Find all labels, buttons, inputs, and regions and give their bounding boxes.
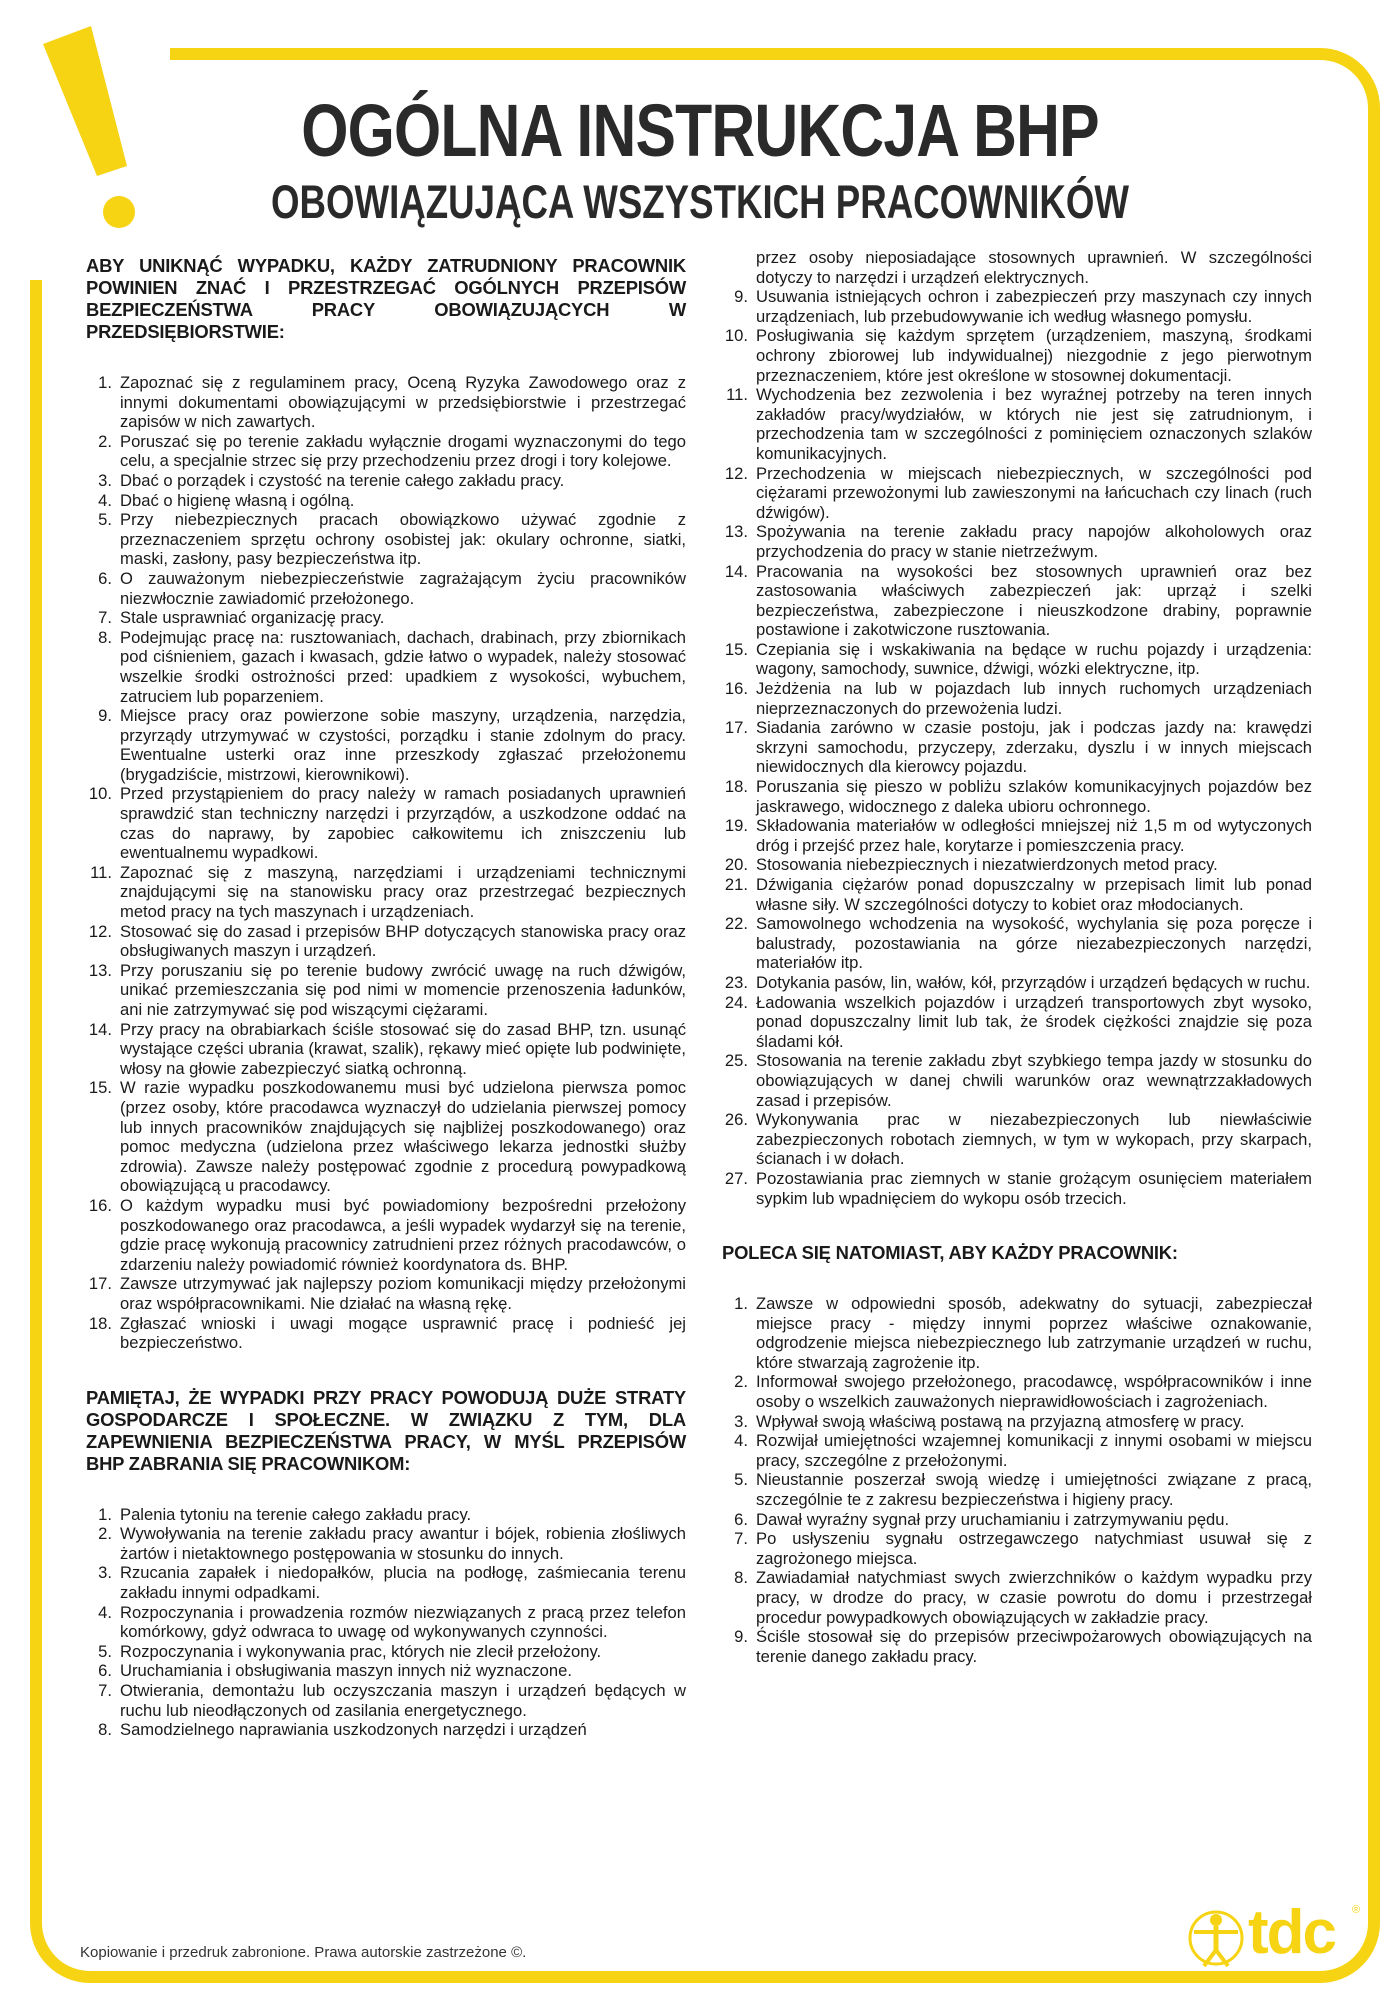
list-item <box>722 993 1312 1052</box>
item-text: Przy pracy na obrabiarkach ściśle stosować się do zasad BHP, tzn. usunąć wystające części ubrania (krawat, szalik), rękawy mieć opięte lub podwinięte, włosy na głowie zabezpieczyć siatką ochronną. <box>120 1019 686 1078</box>
item-text: Zawiadamiał natychmiast swych zwierzchników o każdym wypadku przy pracy, w drodze do pracy, w czasie powrotu do domu i przestrzegał procedur powypadkowych obowiązujących w zakładzie pracy. <box>756 1568 1312 1627</box>
item-text: Jeżdżenia na lub w pojazdach lub innych ruchomych urządzeniach nieprzeznaczonych do przewożenia ludzi. <box>756 679 1312 718</box>
list-item <box>722 1510 1312 1530</box>
item-number: 10. <box>724 326 748 346</box>
item-number: 1. <box>98 1504 112 1524</box>
item-number: 10. <box>88 784 112 804</box>
list-item <box>86 1563 686 1602</box>
list-item <box>86 1642 686 1662</box>
list-item <box>86 1524 686 1563</box>
item-number: 15. <box>724 639 748 659</box>
item-number: 18. <box>88 1313 112 1333</box>
item-number: 2. <box>98 1524 112 1544</box>
list-item <box>722 385 1312 463</box>
item-text: W razie wypadku poszkodowanemu musi być udzielona pierwsza pomoc (przez osoby, które pracodawca wyznaczył do udzielania pierwszej pomocy lub innych pracowników znajdujących się najbliżej poszkodowanego) oraz pomoc medyczna (udzielona przez właściwego lekarza jednostki służby zdrowia). Zawsze należy postępować zgodnie z procedurą powypadkową obowiązującą u pracodawcy. <box>120 1078 686 1196</box>
item-text: Zgłaszać wnioski i uwagi mogące usprawnić pracę i podnieść jej bezpieczeństwo. <box>120 1313 686 1353</box>
item-number: 3. <box>734 1411 748 1431</box>
item-number: 7. <box>98 1681 112 1701</box>
item-text: Usuwania istniejących ochron i zabezpieczeń przy maszynach czy innych urządzeniach, lub przebudowywanie ich według własnego pomysłu. <box>756 287 1312 326</box>
item-text: Podejmując pracę na: rusztowaniach, dachach, drabinach, przy zbiornikach pod ciśnieniem, gazach i kwasach, gdzie łatwo o wypadek, należy stosować wszelkie środki ostrożności przed: upadkiem z wysokości, wybuchem, zatruciem lub poparzeniem. <box>120 627 686 706</box>
item-text: Spożywania na terenie zakładu pracy napojów alkoholowych oraz przychodzenia do pracy w stanie nietrzeźwym. <box>756 522 1312 561</box>
item-text: Rzucania zapałek i niedopałków, plucia na podłogę, zaśmiecania terenu zakładu innymi odpadkami. <box>120 1563 686 1603</box>
item-number: 15. <box>88 1078 112 1098</box>
item-number: 22. <box>724 914 748 934</box>
item-text: Poruszania się pieszo w pobliżu szlaków komunikacyjnych pojazdów bez jaskrawego, widocznego z daleka ubioru ochronnego. <box>756 777 1312 816</box>
list-item <box>722 1568 1312 1627</box>
list-item <box>86 608 686 628</box>
list-item <box>722 1169 1312 1208</box>
list-item <box>722 973 1312 993</box>
item-text: Dbać o porządek i czystość na terenie całego zakładu pracy. <box>120 470 565 490</box>
item-number: 6. <box>98 1661 112 1681</box>
list-item <box>86 471 686 491</box>
list-item <box>86 863 686 922</box>
item-text: Nieustannie poszerzał swoją wiedzę i umiejętności związane z pracą, szczególnie te z zakresu bezpieczeństwa i higieny pracy. <box>756 1470 1312 1510</box>
item-number: 25. <box>724 1051 748 1071</box>
list-item <box>722 718 1312 777</box>
item-number: 26. <box>724 1110 748 1130</box>
item-number: 4. <box>98 1602 112 1622</box>
item-text: Czepiania się i wskakiwania na będące w ruchu pojazdy i urządzenia: wagony, samochody, suwnice, dźwigi, wózki elektryczne, itp. <box>756 639 1312 679</box>
item-text: Samodzielnego naprawiania uszkodzonych narzędzi i urządzeń <box>120 1720 587 1740</box>
list-item <box>86 432 686 471</box>
list-item <box>86 373 686 432</box>
item-number: 12. <box>724 463 748 483</box>
list-item <box>722 855 1312 875</box>
item-text: Dźwigania ciężarów ponad dopuszczalny w przepisach limit lub ponad własne siły. W szczególności dotyczy to kobiet oraz młodocianych. <box>756 875 1312 914</box>
item-text: Rozpoczynania i prowadzenia rozmów niezwiązanych z pracą przez telefon komórkowy, gdyż odwraca to uwagę od wykonywanych czynności. <box>120 1602 686 1642</box>
item-text: Dbać o higienę własną i ogólną. <box>120 490 355 510</box>
item-text: Rozwijał umiejętności wzajemnej komunikacji z innymi osobami w miejscu pracy, szczególne z przełożonymi. <box>756 1431 1312 1470</box>
item-text: Wpływał swoją właściwą postawą na przyjazną atmosferę w pracy. <box>756 1411 1245 1431</box>
list-item <box>722 562 1312 640</box>
item-number: 5. <box>734 1470 748 1490</box>
item-number: 9. <box>734 1627 748 1647</box>
item-number: 2. <box>734 1372 748 1392</box>
list-item <box>722 1294 1312 1372</box>
copyright-note: Kopiowanie i przedruk zabronione. Prawa autorskie zastrzeżone ©. <box>80 1944 527 1961</box>
item-number: 1. <box>98 373 112 392</box>
list-item <box>722 1470 1312 1509</box>
item-number: 1. <box>734 1294 748 1314</box>
list-item <box>722 1529 1312 1568</box>
list-item <box>86 1314 686 1353</box>
section3-list <box>722 1294 1312 1666</box>
list-item <box>86 491 686 511</box>
section2-continuation: przez osoby nieposiadające stosownych uprawnień. W szczególności dotyczy to narzędzi i urządzeń elektrycznych. <box>756 248 1312 287</box>
item-number: 16. <box>724 679 748 699</box>
item-number: 3. <box>98 470 112 490</box>
item-text: Posługiwania się każdym sprzętem (urządzeniem, maszyną, środkami ochrony zbiorowej lub indywidualnej) niezgodnie z jego pierwotnym przeznaczeniem, które jest określone w stosownej dokumentacji. <box>756 326 1312 385</box>
item-text: Zawsze utrzymywać jak najlepszy poziom komunikacji między przełożonymi oraz współpracownikami. Nie działać na własną rękę. <box>120 1274 686 1313</box>
item-text: Dawał wyraźny sygnał przy uruchamianiu i zatrzymywaniu pędu. <box>756 1509 1230 1529</box>
item-text: Stosować się do zasad i przepisów BHP dotyczących stanowiska pracy oraz obsługiwanych maszyn i urządzeń. <box>120 921 686 961</box>
item-text: Zapoznać się z maszyną, narzędziami i urządzeniami technicznymi znajdującymi się na stanowisku pracy oraz przestrzegać bezpiecznych metod pracy na tych maszynach i urządzeniach. <box>120 862 686 922</box>
section2-heading: PAMIĘTAJ, ŻE WYPADKI PRZY PRACY POWODUJĄ DUŻE STRATY GOSPODARCZE I SPOŁECZNE. W ZWIĄZKU Z TYM, DLA ZAPEWNIENIA BEZPIECZEŃSTWA PRACY, W MYŚL PRZEPISÓW BHP ZABRANIA SIĘ PRACOWNIKOM: <box>86 1386 686 1474</box>
item-number: 2. <box>98 431 112 451</box>
item-number: 11. <box>726 385 748 405</box>
item-text: Pracowania na wysokości bez stosownych uprawnień oraz bez zastosowania właściwych zabezpieczeń jak: uprząż i szelki bezpieczeństwa, zabezpieczone i nieuszkodzone drabiny, poprawnie postawione i zakotwiczone rusztowania. <box>756 561 1312 640</box>
list-item <box>86 706 686 784</box>
page-title: OGÓLNA INSTRUKCJA BHP <box>301 89 1099 172</box>
section2-list-continued <box>722 287 1312 1208</box>
list-item <box>86 1720 686 1740</box>
list-item <box>722 1110 1312 1169</box>
item-text: Siadania zarówno w czasie postoju, jak i podczas jazdy na: krawędzi skrzyni samochodu, przyczepy, zderzaku, dyszlu i w innych miejscach niewidocznych dla kierowcy pojazdu. <box>756 718 1312 777</box>
item-text: Poruszać się po terenie zakładu wyłącznie drogami wyznaczonymi do tego celu, a specjalnie strzec się przy przechodzeniu przez drogi i tory kolejowe. <box>120 431 686 471</box>
section1-list <box>86 373 686 1353</box>
item-number: 5. <box>98 510 112 530</box>
item-text: Uruchamiania i obsługiwania maszyn innych niż wyznaczone. <box>120 1661 572 1681</box>
item-text: Wywoływania na terenie zakładu pracy awantur i bójek, robienia złośliwych żartów i nietaktownego postępowania w stosunku do innych. <box>120 1524 686 1563</box>
list-item <box>722 1372 1312 1411</box>
brand-logo-text: tdc <box>1248 1898 1335 1967</box>
list-item <box>722 464 1312 523</box>
item-number: 3. <box>98 1563 112 1583</box>
item-number: 17. <box>88 1274 112 1294</box>
item-text: Przed przystąpieniem do pracy należy w ramach posiadanych uprawnień sprawdzić stan techniczny narzędzi i przyrządów, a uszkodzone oddać na czas do naprawy, by zapobiec całkowitemu ich zniszczeniu lub ewentualnemu wypadkowi. <box>120 784 686 863</box>
item-number: 8. <box>734 1568 748 1588</box>
list-item <box>722 1051 1312 1110</box>
item-text: Przy niebezpiecznych pracach obowiązkowo używać zgodnie z przeznaczeniem sprzętu ochrony osobistej jak: okulary ochronne, siatki, maski, zasłony, pasy bezpieczeństwa itp. <box>120 510 686 569</box>
item-number: 16. <box>88 1195 112 1215</box>
page-subtitle: OBOWIĄZUJĄCA WSZYSTKICH PRACOWNIKÓW <box>270 175 1130 228</box>
item-number: 24. <box>724 992 748 1012</box>
section3-heading: POLECA SIĘ NATOMIAST, ABY KAŻDY PRACOWNIK: <box>722 1242 1178 1264</box>
exclamation-mark-icon <box>35 26 135 236</box>
list-item <box>722 777 1312 816</box>
left-column <box>86 255 686 1740</box>
list-item <box>86 628 686 706</box>
list-item <box>86 1681 686 1720</box>
list-item <box>86 1196 686 1274</box>
registered-mark: ® <box>1352 1904 1361 1916</box>
item-text: Otwierania, demontażu lub oczyszczania maszyn i urządzeń będących w ruchu lub nieodłączonych od zasilania energetycznego. <box>120 1681 686 1720</box>
list-item <box>722 875 1312 914</box>
item-text: Pozostawiania prac ziemnych w stanie grożącym osunięciem materiałem sypkim lub wpadnięciem do wykopu osób trzecich. <box>756 1168 1312 1208</box>
item-number: 8. <box>98 627 112 647</box>
list-item <box>86 1661 686 1681</box>
section1-heading: ABY UNIKNĄĆ WYPADKU, KAŻDY ZATRUDNIONY PRACOWNIK POWINIEN ZNAĆ I PRZESTRZEGAĆ OGÓLNYCH PRZEPISÓW BEZPIECZEŃSTWA PRACY OBOWIĄZUJĄCYCH W PRZEDSIĘBIORSTWIE: <box>86 255 686 342</box>
list-item <box>722 816 1312 855</box>
list-item <box>86 784 686 862</box>
item-number: 27. <box>724 1168 748 1188</box>
item-text: Stosowania na terenie zakładu zbyt szybkiego tempa jazdy w stosunku do obowiązujących w danej chwili warunków oraz wewnątrzzakładowych zasad i przepisów. <box>756 1051 1312 1110</box>
item-text: Zapoznać się z regulaminem pracy, Oceną Ryzyka Zawodowego oraz z innymi dokumentami obowiązującymi w przedsiębiorstwie i przestrzegać zapisów w nich zawartych. <box>120 373 686 432</box>
list-item <box>86 961 686 1020</box>
item-text: Stale usprawniać organizację pracy. <box>120 608 385 628</box>
item-number: 7. <box>98 608 112 628</box>
item-text: Przechodzenia w miejscach niebezpiecznych, w szczególności pod ciężarami przewożonymi lub zawieszonymi na łańcuchach czy linach (ruch dźwigów). <box>756 463 1312 522</box>
item-text: O zauważonym niebezpieczeństwie zagrażającym życiu pracowników niezwłocznie zawiadomić przełożonego. <box>120 568 686 608</box>
list-item <box>722 640 1312 679</box>
list-item <box>722 1412 1312 1432</box>
item-number: 6. <box>734 1509 748 1529</box>
item-number: 14. <box>724 561 748 581</box>
list-item <box>722 522 1312 561</box>
item-text: Ściśle stosował się do przepisów przeciwpożarowych obowiązujących na terenie danego zakładu pracy. <box>756 1627 1312 1666</box>
item-number: 4. <box>98 490 112 510</box>
list-item <box>722 326 1312 385</box>
item-text: Dotykania pasów, lin, wałów, kół, przyrządów i urządzeń będących w ruchu. <box>756 972 1311 992</box>
item-text: Po usłyszeniu sygnału ostrzegawczego natychmiast usuwał się z zagrożonego miejsca. <box>756 1529 1312 1568</box>
list-item <box>722 1431 1312 1470</box>
item-number: 12. <box>88 921 112 941</box>
list-item <box>86 1020 686 1079</box>
item-text: Stosowania niebezpiecznych i niezatwierdzonych metod pracy. <box>756 855 1218 875</box>
item-number: 8. <box>98 1720 112 1740</box>
list-item <box>722 914 1312 973</box>
item-number: 13. <box>724 522 748 542</box>
item-number: 4. <box>734 1431 748 1451</box>
list-item <box>86 569 686 608</box>
item-number: 13. <box>88 960 112 980</box>
item-number: 17. <box>724 718 748 738</box>
list-item <box>86 1274 686 1313</box>
list-item <box>86 510 686 569</box>
list-item <box>86 1505 686 1525</box>
item-number: 11. <box>90 862 112 882</box>
item-text: O każdym wypadku musi być powiadomiony bezpośredni przełożony poszkodowanego oraz pracodawca, a jeśli wypadek wydarzył się na terenie, gdzie pracę wykonują pracownicy zatrudnieni przez różnych pracodawców, o zdarzeniu należy powiadomić również koordynatora ds. BHP. <box>120 1195 686 1274</box>
item-number: 23. <box>724 972 748 992</box>
item-number: 5. <box>98 1641 112 1661</box>
item-text: Informował swojego przełożonego, pracodawcę, współpracowników i inne osoby o wszelkich zauważonych nieprawidłowościach i zagrożeniach. <box>756 1372 1312 1412</box>
item-text: Palenia tytoniu na terenie całego zakładu pracy. <box>120 1504 472 1524</box>
item-text: Zawsze w odpowiedni sposób, adekwatny do sytuacji, zabezpieczał miejsce pracy - między innymi poprzez właściwe oznakowanie, odgrodzenie miejsca niebezpiecznego lub zatrzymanie urządzeń w ruchu, które stwarzają zagrożenie itp. <box>756 1294 1312 1372</box>
item-number: 19. <box>724 816 748 836</box>
item-text: Wykonywania prac w niezabezpieczonych lub niewłaściwie zabezpieczonych robotach ziemnych, w tym w wykopach, przy skarpach, ścianach i w dołach. <box>756 1110 1312 1169</box>
item-number: 9. <box>98 706 112 726</box>
list-item <box>86 922 686 961</box>
item-number: 20. <box>724 855 748 875</box>
item-text: Samowolnego wchodzenia na wysokość, wychylania się poza poręcze i balustrady, pozostawiania na górze niezabezpieczonych narzędzi, materiałów itp. <box>756 914 1312 973</box>
list-item <box>722 679 1312 718</box>
item-number: 21. <box>724 875 748 894</box>
list-item <box>86 1603 686 1642</box>
section2-list <box>86 1505 686 1740</box>
list-item <box>722 1627 1312 1666</box>
item-text: Wychodzenia bez zezwolenia i bez wyraźnej potrzeby na teren innych zakładów pracy/wydziałów, w których nie jest się zatrudnionym, i przechodzenia tam w szczególności z pominięciem oznaczonych szlaków komunikacyjnych. <box>756 385 1312 463</box>
item-number: 18. <box>724 777 748 797</box>
item-number: 9. <box>734 287 748 307</box>
list-item <box>722 287 1312 326</box>
item-text: Rozpoczynania i wykonywania prac, których nie zlecił przełożony. <box>120 1641 602 1661</box>
item-number: 6. <box>98 568 112 588</box>
list-item <box>86 1078 686 1196</box>
item-number: 7. <box>734 1529 748 1549</box>
right-column <box>722 248 1312 1666</box>
item-text: Miejsce pracy oraz powierzone sobie maszyny, urządzenia, narzędzia, przyrządy utrzymywać w czystości, porządku i stanie zdolnym do pracy. Ewentualne usterki oraz inne przeszkody zgłaszać przełożonemu (brygadziście, mistrzowi, kierownikowi). <box>120 706 686 784</box>
item-text: Ładowania wszelkich pojazdów i urządzeń transportowych zbyt wysoko, ponad dopuszczalny limit lub tak, że środek ciężkości znajdzie się poza śladami kół. <box>756 992 1312 1051</box>
item-number: 14. <box>88 1019 112 1039</box>
item-text: Składowania materiałów w odległości mniejszej niż 1,5 m od wytyczonych dróg i przejść przez hale, korytarze i pomieszczenia pracy. <box>756 816 1312 855</box>
item-text: Przy poruszaniu się po terenie budowy zwrócić uwagę na ruch dźwigów, unikać przemieszczania się pod nimi w momencie przenoszenia ładunków, ani nie zatrzymywać się pod wiszącymi ciężarami. <box>120 960 686 1019</box>
